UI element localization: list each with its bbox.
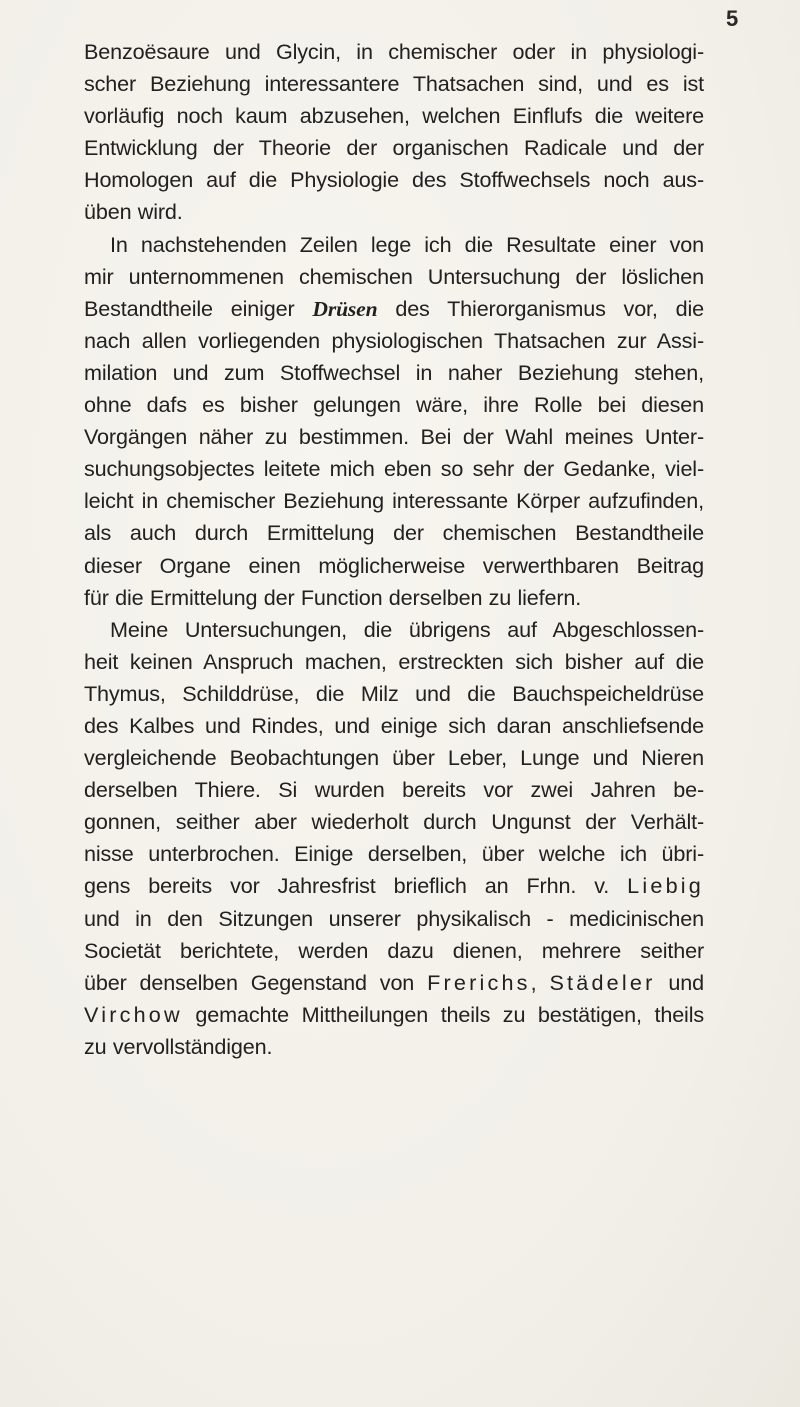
text-line: Entwicklung der Theorie der organischen Radicale und der <box>84 135 704 161</box>
text-line-with-name <box>84 999 704 1031</box>
text-line: Homologen auf die Physiologie des Stoffwechsels noch aus- <box>84 167 704 193</box>
text-line: In nachstehenden Zeilen lege ich die Resultate einer von <box>110 231 704 257</box>
name-frerichs: Frerichs <box>427 969 531 995</box>
text-line-with-name <box>84 870 704 902</box>
text-segment: gens bereits vor Jahresfrist brieflich an Frhn. v. <box>84 873 610 899</box>
text-line: üben wird. <box>84 199 183 225</box>
text-line: leicht in chemischer Beziehung interessante Körper aufzufinden, <box>84 488 704 514</box>
text-line: derselben Thiere. Si wurden bereits vor zwei Jahren be- <box>84 777 704 803</box>
body-text <box>84 36 704 1063</box>
text-segment: Bestandtheile einiger <box>84 295 295 321</box>
text-line: vorläufig noch kaum abzusehen, welchen Einflufs die weitere <box>84 103 704 129</box>
text-line: milation und zum Stoffwechsel in naher Beziehung stehen, <box>84 359 704 385</box>
name-staedeler: Städeler <box>549 969 656 995</box>
text-line: Meine Untersuchungen, die übrigens auf Abgeschlossen- <box>110 616 704 642</box>
text-segment: des Thierorganismus vor, die <box>395 295 704 321</box>
text-line: Thymus, Schilddrüse, die Milz und die Bauchspeicheldrüse <box>84 680 704 706</box>
text-segment: und <box>668 969 704 995</box>
text-line: ohne dafs es bisher gelungen wäre, ihre Rolle bei diesen <box>84 392 704 418</box>
text-line-with-names <box>84 967 704 999</box>
text-line: und in den Sitzungen unserer physikalisch - medicinischen <box>84 905 704 931</box>
text-line: als auch durch Ermittelung der chemischen Bestandtheile <box>84 520 704 546</box>
text-line: zu vervollständigen. <box>84 1033 273 1059</box>
text-line: scher Beziehung interessantere Thatsachen sind, und es ist <box>84 71 704 97</box>
text-line: vergleichende Beobachtungen über Leber, Lunge und Nieren <box>84 745 704 771</box>
text-line: für die Ermittelung der Function derselben zu liefern. <box>84 584 582 610</box>
comma: , <box>530 969 537 995</box>
text-line: Vorgängen näher zu bestimmen. Bei der Wahl meines Unter- <box>84 424 704 450</box>
page-number: 5 <box>726 6 739 31</box>
text-line: nach allen vorliegenden physiologischen Thatsachen zur Assi- <box>84 327 704 353</box>
text-line: gonnen, seither aber wiederholt durch Ungunst der Verhält- <box>84 809 704 835</box>
text-line: heit keinen Anspruch machen, erstreckten sich bisher auf die <box>84 648 704 674</box>
text-line-with-emphasis <box>84 293 704 325</box>
text-line: suchungsobjectes leitete mich eben so sehr der Gedanke, viel- <box>84 456 704 482</box>
text-line: des Kalbes und Rindes, und einige sich daran anschliefsende <box>84 712 704 738</box>
text-line: dieser Organe einen möglicherweise verwerthbaren Beitrag <box>84 552 704 578</box>
text-line: mir unternommenen chemischen Untersuchung der löslichen <box>84 263 704 289</box>
name-virchow: Virchow <box>84 1001 183 1027</box>
name-liebig: Liebig <box>627 873 704 899</box>
text-line: nisse unterbrochen. Einige derselben, über welche ich übri- <box>84 841 704 867</box>
text-line: Benzoësaure und Glycin, in chemischer oder in physiologi- <box>84 39 704 64</box>
emphasis-druesen: Drüsen <box>312 296 378 321</box>
text-segment: gemachte Mittheilungen theils zu bestätigen, theils <box>195 1001 704 1027</box>
text-segment: über denselben Gegenstand von <box>84 969 415 995</box>
text-line: Societät berichtete, werden dazu dienen, mehrere seither <box>84 937 704 963</box>
